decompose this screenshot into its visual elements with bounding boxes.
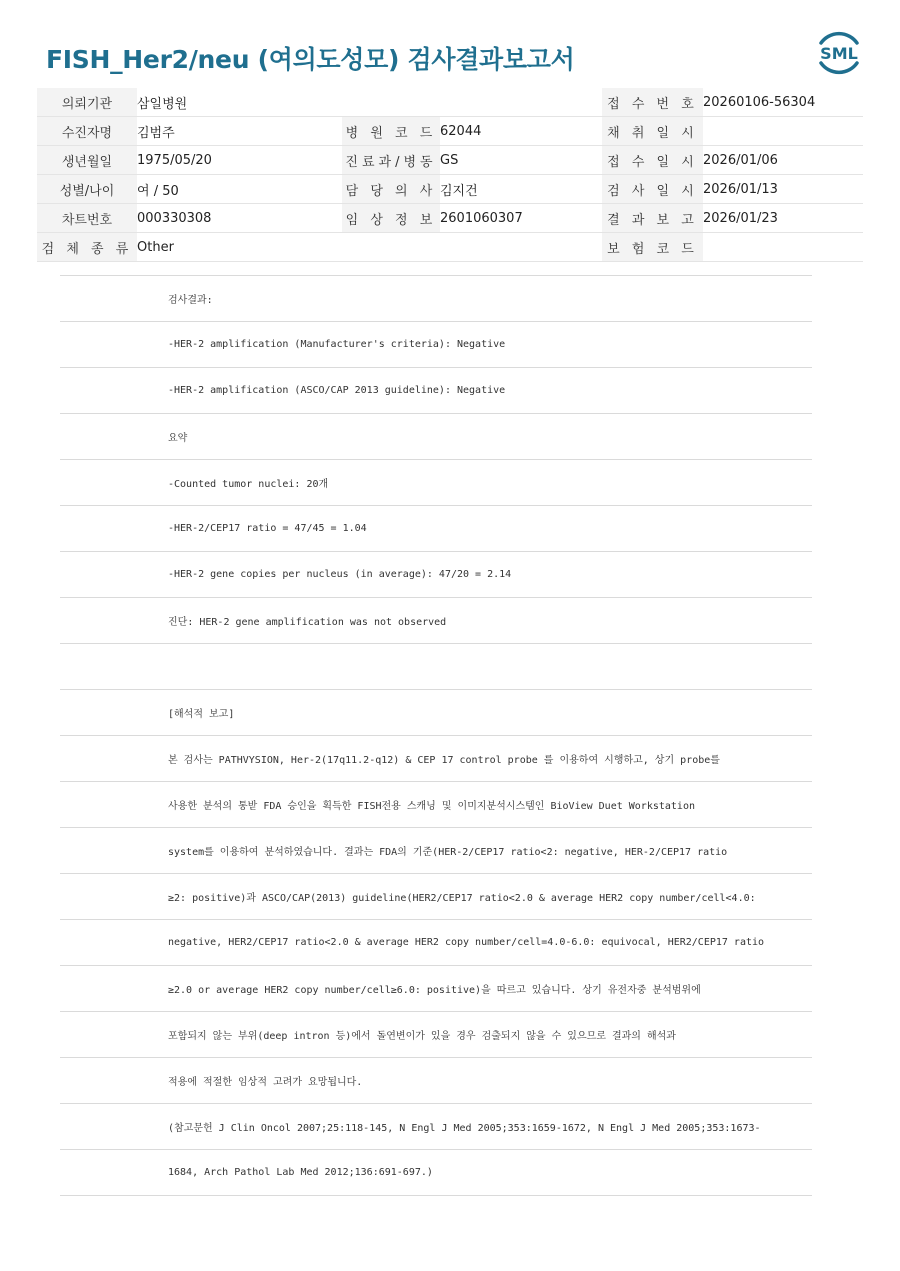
info-label: 보 험 코 드 [602, 233, 703, 262]
result-line: 본 검사는 PATHVYSION, Her-2(17q11.2-q12) & CEP 17 control probe 를 이용하여 시행하고, 상기 probe를 [60, 736, 812, 782]
info-value: 2026/01/06 [703, 146, 863, 175]
info-row [37, 146, 863, 175]
info-row [37, 175, 863, 204]
info-label: 접 수 번 호 [602, 88, 703, 117]
info-value: 김범주 [137, 117, 342, 146]
info-value: 김지건 [440, 175, 602, 204]
result-line [60, 644, 812, 690]
info-row [37, 88, 863, 117]
info-label: 성별/나이 [37, 175, 137, 204]
info-value: 2601060307 [440, 204, 602, 233]
info-label: 임 상 정 보 [342, 204, 440, 233]
result-line: negative, HER2/CEP17 ratio<2.0 & average HER2 copy number/cell=4.0-6.0: equivocal, HER2/CEP17 ratio [60, 920, 812, 966]
result-line: -HER-2 gene copies per nucleus (in average): 47/20 = 2.14 [60, 552, 812, 598]
page-title: FISH_Her2/neu (여의도성모) 검사결과보고서 [46, 45, 575, 74]
info-value [703, 233, 863, 262]
result-line: 진단: HER-2 gene amplification was not observed [60, 598, 812, 644]
info-label: 수진자명 [37, 117, 137, 146]
result-line: system를 이용하여 분석하였습니다. 결과는 FDA의 기준(HER-2/CEP17 ratio<2: negative, HER-2/CEP17 ratio [60, 828, 812, 874]
result-line: 포함되지 않는 부위(deep intron 등)에서 돌연변이가 있을 경우 검출되지 않을 수 있으므로 결과의 해석과 [60, 1012, 812, 1058]
result-line: ≥2: positive)과 ASCO/CAP(2013) guideline(HER2/CEP17 ratio<2.0 & average HER2 copy number/cell<4.0: [60, 874, 812, 920]
result-line: 1684, Arch Pathol Lab Med 2012;136:691-697.) [60, 1150, 812, 1196]
info-label: 검 사 일 시 [602, 175, 703, 204]
info-value: 20260106-56304 [703, 88, 863, 117]
result-line: (참고문헌 J Clin Oncol 2007;25:118-145, N Engl J Med 2005;353:1659-1672, N Engl J Med 2005;353:1673- [60, 1104, 812, 1150]
result-line: ≥2.0 or average HER2 copy number/cell≥6.0: positive)을 따르고 있습니다. 상기 유전자중 분석범위에 [60, 966, 812, 1012]
info-label: 검 체 종 류 [37, 233, 137, 262]
info-label [342, 88, 440, 117]
info-value: 000330308 [137, 204, 342, 233]
info-label [342, 233, 440, 262]
result-line: 요약 [60, 414, 812, 460]
result-line: -HER-2/CEP17 ratio = 47/45 = 1.04 [60, 506, 812, 552]
result-report-lines [60, 275, 812, 1196]
info-value: GS [440, 146, 602, 175]
result-line: 검사결과: [60, 276, 812, 322]
info-label: 결 과 보 고 [602, 204, 703, 233]
info-value: 62044 [440, 117, 602, 146]
info-label: 병 원 코 드 [342, 117, 440, 146]
info-label: 차트번호 [37, 204, 137, 233]
result-line: [해석적 보고] [60, 690, 812, 736]
info-label: 진료과/병동 [342, 146, 440, 175]
info-value: 여 / 50 [137, 175, 342, 204]
result-line: 사용한 분석의 통받 FDA 승인을 획득한 FISH전용 스캐닝 및 이미지분석시스템인 BioView Duet Workstation [60, 782, 812, 828]
info-value: Other [137, 233, 342, 262]
info-row [37, 204, 863, 233]
info-value: 삼일병원 [137, 88, 342, 117]
info-value: 2026/01/23 [703, 204, 863, 233]
info-label: 담 당 의 사 [342, 175, 440, 204]
info-value [440, 233, 602, 262]
info-value [440, 88, 602, 117]
patient-info-table [37, 88, 863, 262]
info-value: 2026/01/13 [703, 175, 863, 204]
result-line: -HER-2 amplification (ASCO/CAP 2013 guideline): Negative [60, 368, 812, 414]
info-row [37, 233, 863, 262]
info-label: 접 수 일 시 [602, 146, 703, 175]
info-label: 채 취 일 시 [602, 117, 703, 146]
logo-text: SML [820, 44, 858, 63]
info-label: 생년월일 [37, 146, 137, 175]
info-value: 1975/05/20 [137, 146, 342, 175]
info-row [37, 117, 863, 146]
info-value [703, 117, 863, 146]
sml-logo [812, 26, 866, 80]
result-line: 적용에 적절한 임상적 고려가 요망됩니다. [60, 1058, 812, 1104]
result-line: -HER-2 amplification (Manufacturer's criteria): Negative [60, 322, 812, 368]
info-label: 의뢰기관 [37, 88, 137, 117]
result-line: -Counted tumor nuclei: 20개 [60, 460, 812, 506]
